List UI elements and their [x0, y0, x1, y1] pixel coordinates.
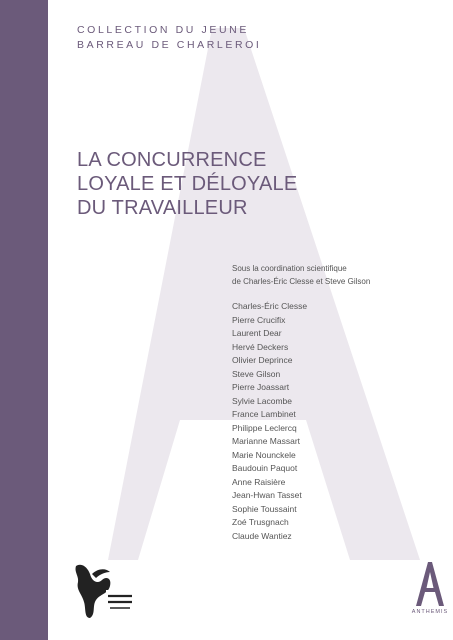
title-line-3: DU TRAVAILLEUR: [77, 197, 248, 219]
publisher-name: ANTHEMIS: [411, 609, 449, 615]
author-name: France Lambinet: [232, 409, 296, 419]
author-name: Zoé Trusgnach: [232, 517, 289, 527]
coordination-line-1: Sous la coordination scientifique: [232, 264, 347, 273]
author-name: Marie Nounckele: [232, 449, 296, 460]
collection-line-1: COLLECTION DU JEUNE: [77, 24, 249, 36]
author-name: Marianne Massart: [232, 436, 301, 446]
publisher-logo: [408, 562, 452, 622]
author-name: Laurent Dear: [232, 328, 282, 338]
author-name: Pierre Crucifix: [232, 314, 286, 325]
author-name: Hervé Deckers: [232, 341, 289, 352]
author-name: Sylvie Lacombe: [232, 395, 293, 406]
author-name: Anne Raisière: [232, 476, 286, 487]
title-line-2: LOYALE ET DÉLOYALE: [77, 173, 298, 195]
title-line-1: LA CONCURRENCE: [77, 149, 267, 171]
collection-line-2: BARREAU DE CHARLEROI: [77, 39, 262, 51]
anthemis-a-icon: [416, 562, 444, 606]
author-name: Charles-Éric Clesse: [232, 301, 308, 311]
author-name: Steve Gilson: [232, 368, 281, 379]
coordination-line-2: de Charles-Éric Clesse et Steve Gilson: [232, 277, 371, 286]
author-list: [232, 300, 307, 543]
author-name: Baudouin Paquot: [232, 463, 298, 473]
jeune-barreau-logo-icon: [72, 560, 137, 620]
author-name: Jean-Hwan Tasset: [232, 490, 302, 500]
author-name: Pierre Joassart: [232, 382, 290, 392]
author-name: Olivier Deprince: [232, 355, 293, 365]
book-title: [77, 148, 297, 220]
author-name: Philippe Leclercq: [232, 422, 297, 433]
collection-name: [77, 23, 261, 53]
author-name: Sophie Toussaint: [232, 503, 297, 514]
author-name: Claude Wantiez: [232, 530, 292, 541]
coordination-note: [232, 262, 370, 288]
